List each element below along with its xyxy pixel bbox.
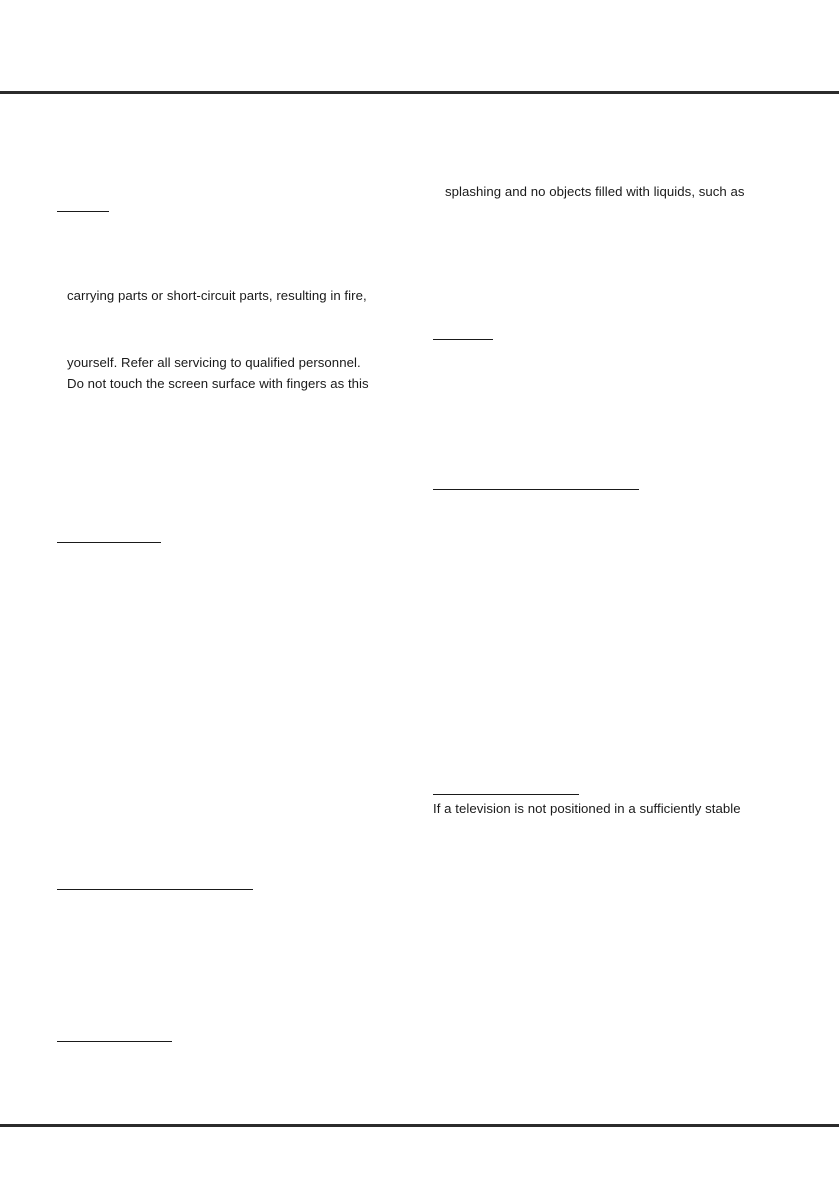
heading-underline-6: [433, 489, 639, 490]
right-text-line-1: splashing and no objects filled with liquids, such as: [445, 184, 745, 199]
right-text-line-2: If a television is not positioned in a sufficiently stable: [433, 801, 741, 816]
heading-underline-2: [57, 542, 161, 543]
left-text-line-3: Do not touch the screen surface with fingers as this: [67, 376, 369, 391]
header-rule: [0, 91, 839, 94]
heading-underline-7: [433, 794, 579, 795]
heading-underline-1: [57, 211, 109, 212]
footer-rule: [0, 1124, 839, 1127]
heading-underline-5: [433, 339, 493, 340]
heading-underline-3: [57, 889, 253, 890]
left-text-line-1: carrying parts or short-circuit parts, resulting in fire,: [67, 288, 367, 303]
heading-underline-4: [57, 1041, 172, 1042]
left-text-line-2: yourself. Refer all servicing to qualified personnel.: [67, 355, 361, 370]
